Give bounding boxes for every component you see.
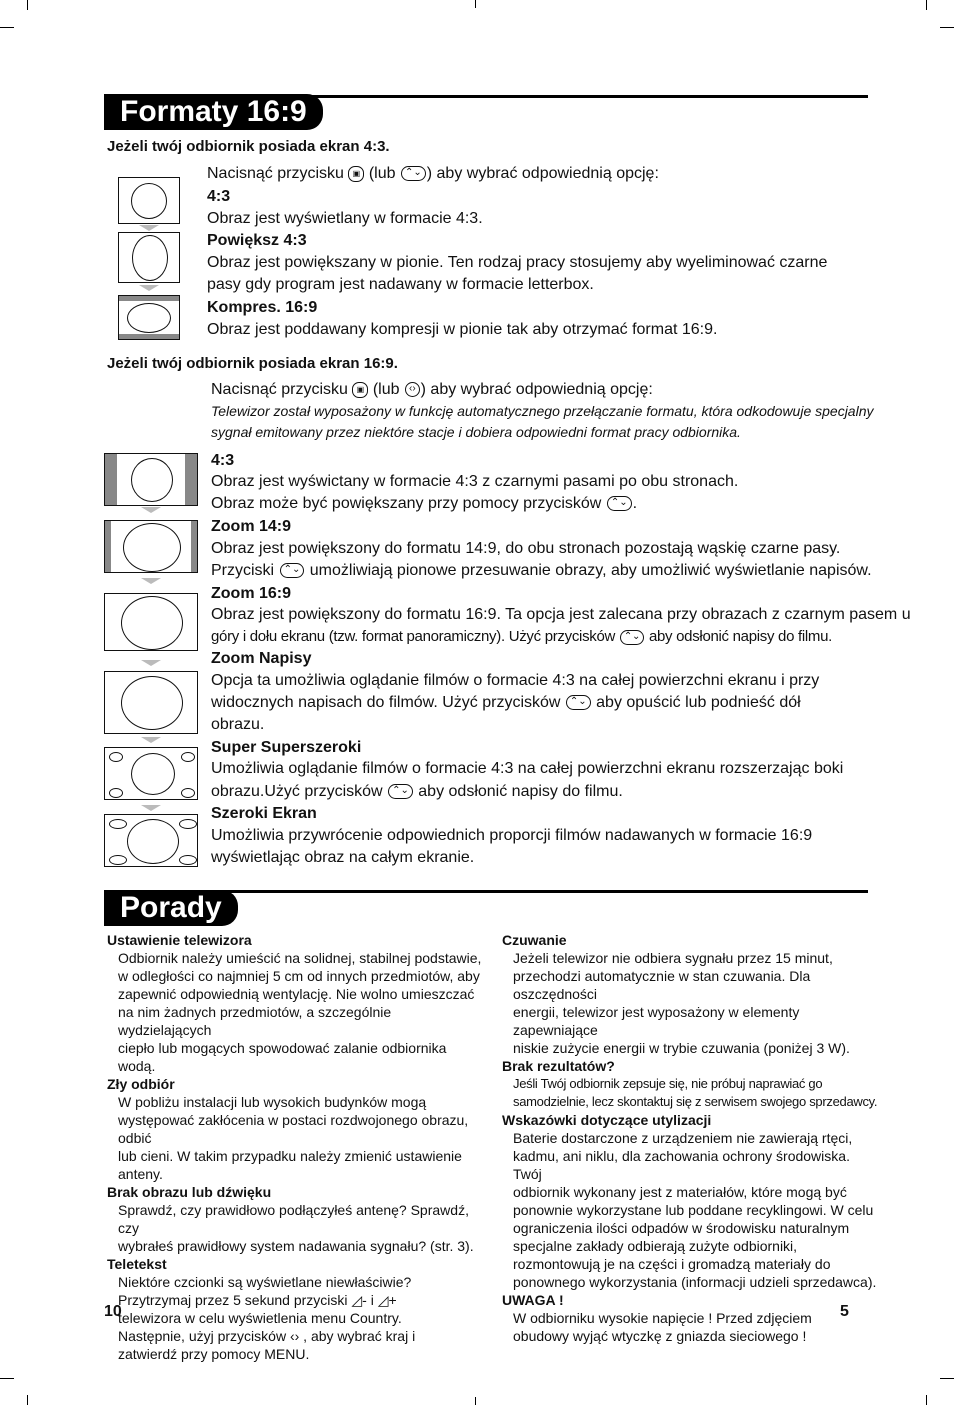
updown-buttons-icon: ⌃⌄ <box>388 784 413 799</box>
updown-buttons-icon: ⌃⌄ <box>620 630 644 645</box>
opt169-43-line2: Obraz może być powiększany przy pomocy przycisków ⌃⌄ . <box>211 495 638 512</box>
option-43-name: 4:3 <box>207 188 231 205</box>
subheading-169: Jeżeli twój odbiornik posiada ekran 16:9. <box>107 355 398 372</box>
updown-buttons-icon: ⌃⌄ <box>607 496 632 511</box>
opt169-napisy-line2: widocznych napisach do filmów. Użyć przycisków ⌃⌄ aby opuścić lub podnieść dół <box>211 694 801 711</box>
intro-169: Nacisnąć przycisku ▣ (lub ‹› ) aby wybrać odpowiednią opcję: <box>211 381 653 398</box>
updown-buttons-icon: ⌃⌄ <box>566 695 591 710</box>
leftright-buttons-icon: ‹› <box>405 382 420 397</box>
opt169-43-line1: Obraz jest wyświctany w formacie 4:3 z czarnymi pasami po obu stronach. <box>211 473 739 490</box>
opt169-szeroki-line2: wyświetlając obraz na całym ekranie. <box>211 849 475 866</box>
opt169-super-name: Super Superszeroki <box>211 739 362 756</box>
option-43-desc: Obraz jest wyświetlany w formacie 4:3. <box>207 210 483 227</box>
tip-heading: Brak rezultatów? <box>502 1058 615 1074</box>
page-number-right: 5 <box>840 1303 849 1320</box>
opt169-43-name: 4:3 <box>211 452 235 469</box>
down-arrow-icon <box>141 737 161 743</box>
option-powieksz-name: Powiększ 4:3 <box>207 232 307 249</box>
crop-mark <box>475 1397 476 1405</box>
opt169-napisy-line3: obrazu. <box>211 716 265 733</box>
tip-body: Sprawdź, czy prawidłowo podłączyłeś antenę? Sprawdź, czy wybrałeś prawidłowy system nadawania sygnału? (str. 3). <box>118 1202 474 1254</box>
down-arrow-icon <box>141 507 161 513</box>
tips-left-column <box>107 931 487 1363</box>
opt169-napisy-line1: Opcja ta umożliwia oglądanie filmów o formacie 4:3 na całej powierzchni ekranu i przy <box>211 672 820 689</box>
intro-43: Nacisnąć przycisku ▣ (lub ⌃⌄ ) aby wybrać odpowiednią opcję: <box>207 165 659 182</box>
tips-right-column <box>502 931 882 1345</box>
tip-body: Jeżeli telewizor nie odbiera sygnału przez 15 minut, przechodzi automatycznie w stan czuwania. Dla oszczędności energii, telewizor jest wyposażony w elementy zapewniające niskie zużycie energii w trybie czuwania (poniżej 3 W). <box>513 950 850 1056</box>
tip-heading: UWAGA ! <box>502 1292 564 1308</box>
format-button-icon: ▣ <box>352 382 368 398</box>
crop-mark <box>27 1395 28 1405</box>
crop-mark <box>940 1378 954 1379</box>
down-arrow-icon <box>141 660 161 666</box>
opt169-zoom169-name: Zoom 16:9 <box>211 585 292 602</box>
tv-format-43-icon <box>118 177 180 224</box>
opt169-zoom169-line1: Obraz jest powiększony do formatu 16:9. Ta opcja jest zalecana przy obrazach z czarnym pasem u <box>211 606 911 623</box>
down-arrow-icon <box>139 285 159 291</box>
option-powieksz-desc: Obraz jest powiększany w pionie. Ten rodzaj pracy stosujemy aby wyeliminować czarne pasy gdy program jest nadawany w formacie letterbox. <box>207 254 828 293</box>
subheading-43: Jeżeli twój odbiornik posiada ekran 4:3. <box>107 138 390 155</box>
page-number-left: 10 <box>104 1303 122 1320</box>
tip-heading: Zły odbiór <box>107 1076 175 1092</box>
down-arrow-icon <box>141 805 161 811</box>
crop-mark <box>926 1395 927 1405</box>
crop-mark <box>0 1378 14 1379</box>
down-arrow-icon <box>141 578 161 584</box>
opt169-zoom149-name: Zoom 14:9 <box>211 518 292 535</box>
tip-body: Jeśli Twój odbiornik zepsuje się, nie próbuj naprawiać go samodzielnie, lecz skontaktuj się z serwisem swojego sprzedawcy. <box>513 1076 878 1109</box>
section-title-formaty: Formaty 16:9 <box>104 94 323 130</box>
opt169-szeroki-line1: Umożliwia przywrócenie odpowiednich proporcji filmów nadawanych w formacie 16:9 <box>211 827 813 844</box>
crop-mark <box>27 0 28 10</box>
section-title-porady: Porady <box>104 890 238 926</box>
tv-169-43-icon <box>104 453 198 506</box>
tip-body: W pobliżu instalacji lub wysokich budynków mogą występować zakłócenia w postaci rozdwojonego obrazu, odbić lub cieni. W takim przypadku należy zmienić ustawienie anteny. <box>118 1094 469 1182</box>
opt169-super-line1: Umożliwia oglądanie filmów o formacie 4:3 na całej powierzchni ekranu rozszerzając boki <box>211 760 844 777</box>
format-button-icon: ▣ <box>348 166 364 182</box>
tip-heading: Teletekst <box>107 1256 167 1272</box>
opt169-zoom149-line1: Obraz jest powiększony do formatu 14:9, do obu stronach pozostają wąskię czarne pasy. <box>211 540 841 557</box>
tip-body: Odbiornik należy umieścić na solidnej, stabilnej podstawie, w odległości co najmniej 5 cm od innych przedmiotów, aby zapewnić odpowiednią wentylację. Nie wolno umieszczać na nim żadnych przedmiotów, a szczególnie wydzielających ciepło lub mogących spowodować zalanie odbiornika wodą. <box>118 950 482 1074</box>
crop-mark <box>475 0 476 8</box>
updown-buttons-icon: ⌃⌄ <box>401 166 426 181</box>
crop-mark <box>0 27 14 28</box>
tip-body: W odbiorniku wysokie napięcie ! Przed zdjęciem obudowy wyjąć wtyczkę z gniazda sieciowego ! <box>513 1310 812 1344</box>
down-arrow-icon <box>139 225 159 231</box>
opt169-zoom149-line2: Przyciski ⌃⌄ umożliwiają pionowe przesuwanie obrazy, aby umożliwić wyświetlanie napisów. <box>211 562 872 579</box>
updown-buttons-icon: ⌃⌄ <box>280 563 305 578</box>
tv-169-zoom169-icon <box>104 593 198 651</box>
opt169-super-line2: obrazu.Użyć przycisków ⌃⌄ aby odsłonić napisy do filmu. <box>211 783 623 800</box>
tip-heading: Wskazówki dotyczące utylizacji <box>502 1112 712 1128</box>
tv-169-zoom149-icon <box>104 520 198 573</box>
tv-169-super-icon <box>104 747 198 800</box>
tv-169-szeroki-icon <box>104 814 198 867</box>
tip-body: Baterie dostarczone z urządzeniem nie zawierają rtęci, kadmu, ani niklu, dla zachowania ochrony środowiska. Twój odbiornik wykonany jest z materiałów, które mogą być ponownie wykorzystane lub poddane recyklingowi. W celu ograniczenia ilości odpadów w środowisku naturalnym specjalne zakłady odbierają zużyte odbiorniki, rozmontowują je na części i gromadzą materiały do ponownego wykorzystania (informacji udzieli sprzedawca). <box>513 1130 877 1290</box>
tip-heading: Brak obrazu lub dźwięku <box>107 1184 272 1200</box>
option-kompres-desc: Obraz jest poddawany kompresji w pionie tak aby otrzymać format 16:9. <box>207 321 718 338</box>
auto-format-note: Telewizor został wyposażony w funkcję automatycznego przełączanie formatu, która odkodowuje specjalny sygnał emitowany przez niektóre stacje i dobiera odpowiedni format pracy odbiornika. <box>211 403 874 440</box>
tip-heading: Ustawienie telewizora <box>107 932 252 948</box>
opt169-szeroki-name: Szeroki Ekran <box>211 805 317 822</box>
tv-format-kompres-icon <box>118 295 180 340</box>
tv-169-napisy-icon <box>104 671 198 734</box>
opt169-napisy-name: Zoom Napisy <box>211 650 312 667</box>
tip-heading: Czuwanie <box>502 932 567 948</box>
tv-format-powieksz-icon <box>118 232 180 283</box>
crop-mark <box>926 0 927 10</box>
opt169-zoom169-line2: góry i dołu ekranu (tzw. format panoramiczny). Użyć przycisków ⌃⌄ aby odsłonić napisy do filmu. <box>211 628 833 645</box>
option-kompres-name: Kompres. 16:9 <box>207 299 318 316</box>
tip-body: Niektóre czcionki są wyświetlane niewłaściwie? Przytrzymaj przez 5 sekund przyciski ◿- i ◿+ telewizora w celu wyświetlenia menu Country. Następnie, użyj przycisków ‹› , aby wybrać kraj i zatwierdź przy pomocy MENU. <box>118 1274 416 1362</box>
crop-mark <box>940 27 954 28</box>
